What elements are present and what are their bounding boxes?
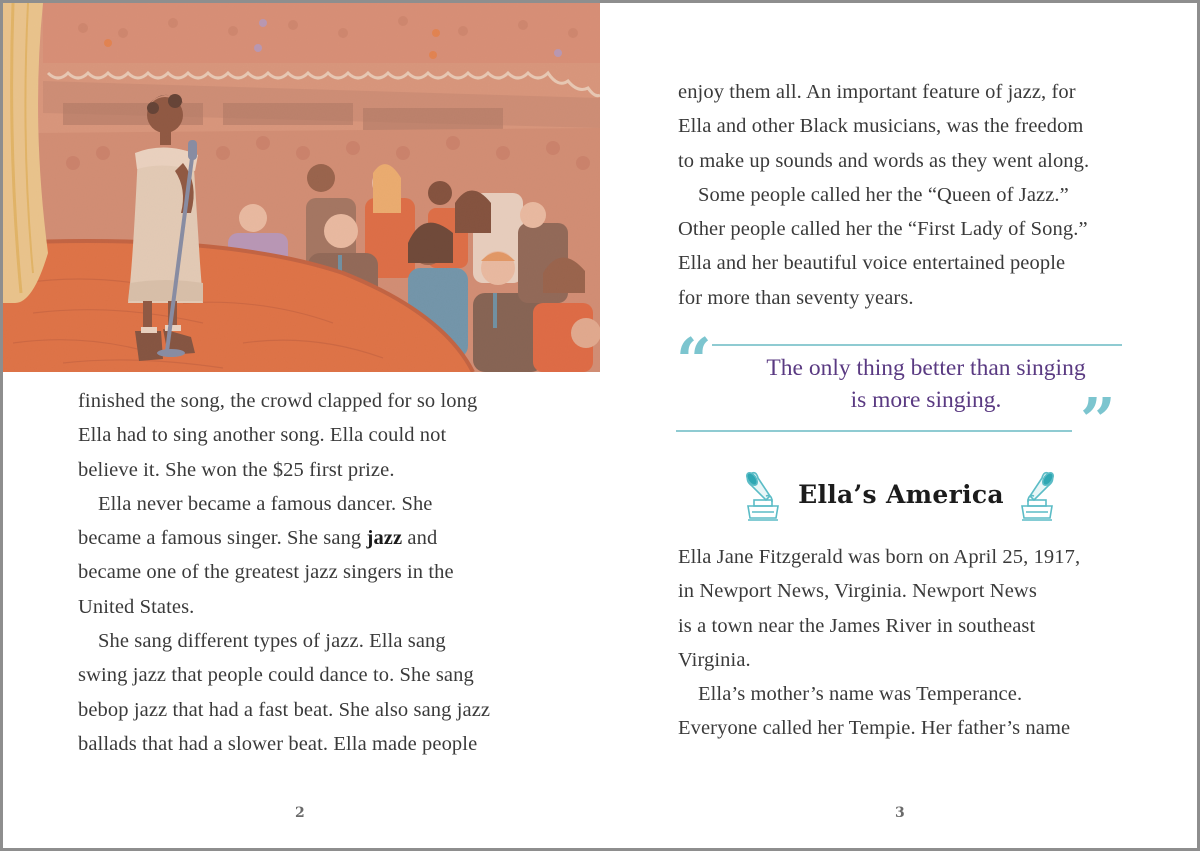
section-heading [740,468,1060,524]
pull-quote-line: is more singing. [850,387,1002,413]
text-fragment: and [402,527,438,550]
pull-quote-rule-top [712,344,1122,346]
text-line: swing jazz that people could dance to. She sang [78,664,474,687]
open-quote-icon: “ [676,324,708,397]
text-line: believe it. She won the $25 first prize. [78,458,395,481]
text-line: Ella’s mother’s name was Temperance. [698,683,1023,706]
text-line: bebop jazz that had a fast beat. She also sang jazz [78,698,491,721]
text-line: Other people called her the “First Lady of Song.” [678,218,1088,241]
page-number-left: 2 [295,805,305,821]
text-line-with-term [78,521,538,555]
gramophone-icon [742,468,782,524]
text-line: finished the song, the crowd clapped for so long [78,390,478,412]
text-line: to make up sounds and words as they went along. [678,149,1090,172]
pull-quote [676,324,1126,457]
text-line: Everyone called her Tempie. Her father’s name [678,717,1071,740]
right-page-body-bottom [678,540,1138,746]
text-line: in Newport News, Virginia. Newport News [678,580,1037,603]
gramophone-icon [1018,468,1058,524]
page-number-right: 3 [895,805,905,821]
text-line: She sang different types of jazz. Ella sang [98,630,446,653]
text-line: Ella had to sing another song. Ella could not [78,424,447,447]
text-line: Some people called her the “Queen of Jazz.” [698,183,1069,206]
close-quote-icon: ” [1080,384,1112,457]
glossary-term-jazz: jazz [366,527,403,550]
pull-quote-text [726,352,1126,416]
right-page-body-top [678,75,1138,315]
text-line: Virginia. [678,648,751,671]
text-line: for more than seventy years. [678,286,914,309]
left-page-body [78,384,538,761]
text-line: became one of the greatest jazz singers in the [78,561,454,584]
text-line: enjoy them all. An important feature of jazz, for [678,81,1076,103]
text-line: Ella never became a famous dancer. She [98,492,433,515]
section-title: Ella’s America [798,480,1004,509]
text-line: Ella and her beautiful voice entertained people [678,252,1066,275]
pull-quote-rule-bottom [676,430,1072,432]
text-line: is a town near the James River in southeast [678,614,1036,637]
text-line: ballads that had a slower beat. Ella made people [78,732,478,755]
illustration-ella-singing [3,3,600,372]
pull-quote-line: The only thing better than singing [766,355,1086,381]
text-line: United States. [78,595,195,618]
text-fragment: became a famous singer. She sang [78,527,367,550]
text-line: Ella and other Black musicians, was the freedom [678,115,1084,138]
text-line: Ella Jane Fitzgerald was born on April 25, 1917, [678,546,1081,568]
